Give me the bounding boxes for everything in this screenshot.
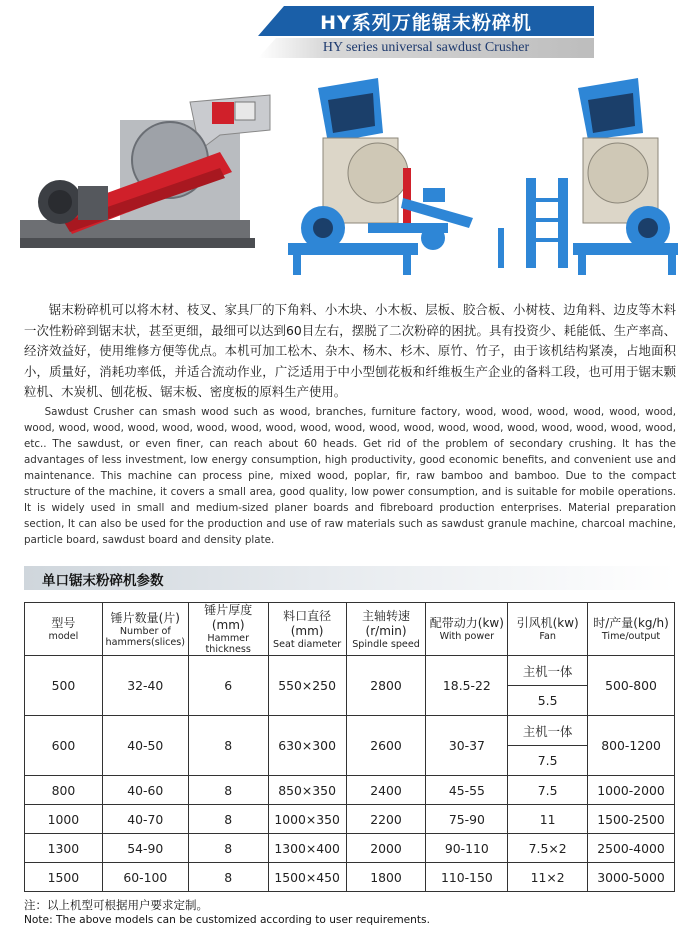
intro-chinese: 锯末粉碎机可以将木材、枝叉、家具厂的下角料、小木块、小木板、层板、胶合板、小树枝、边角料、边皮等木料一次性粉碎到锯末状，甚至更细，最细可以达到60目左右，摆脱了二次粉碎的困扰。具有投资少、耗能低、生产率高、经济效益好，使用维修方便等优点。本机可加工松木、杂木、杨木、杉木、原竹、竹子，由于该机结构紧凑，占地面积小，质量好，消耗功率低，并适合流动作业，广泛适用于中小型刨花板和纤维板生产企业的备料工段，也可用于锯末颗粒机、木炭机、刨花板、锯末板、密度板的原料生产使用。 [24,302,676,399]
table-row [25,776,675,805]
machine-photo-blue-1 [283,78,483,278]
machine-photo-blue-2 [478,78,683,278]
cell-output: 800-1200 [588,716,675,776]
cell-model: 1500 [25,863,103,892]
cell-thickness: 6 [188,656,268,716]
col-header-fan: 引风机(kw) Fan [508,603,588,656]
cell-fan: 5.5 [508,686,588,716]
page-subtitle: HY series universal sawdust Crusher [322,40,530,55]
table-row [25,716,675,746]
cell-hammers: 40-70 [102,805,188,834]
cell-diameter: 1000×350 [268,805,346,834]
params-table [24,602,675,892]
col-header-thickness: 锤片厚度(mm) Hammer thickness [188,603,268,656]
col-header-speed: 主轴转速(r/min) Spindle speed [346,603,426,656]
table-row [25,863,675,892]
cell-model: 500 [25,656,103,716]
note-english: Note: The above models can be customized according to user requirements. [24,914,430,926]
note-chinese: 注：以上机型可根据用户要求定制。 [24,898,208,912]
cell-fan: 7.5 [508,776,588,805]
cell-output: 500-800 [588,656,675,716]
cell-model: 1300 [25,834,103,863]
machine-photo-red [20,90,275,265]
intro-english: Sawdust Crusher can smash wood such as wood, branches, furniture factory, wood, wood, wood, wood, wood, wood, wood, wood, wood, wood, wood, wood, wood, wood, wood, wood, wood, wood, wood, wood, wood, wood, wood, wood, wood, etc.. The sawdust, or even finer, can reach about 60 heads. Get rid of the problem of secondary crushing. It has the advantages of less investment, low energy consumption, high productivity, good economic benefits, and convenient use and maintenance. This machine can process pine, mixed wood, poplar, fir, raw bamboo and bamboo. Due to the compact structure of the machine, it covers a small area, good quality, low power consumption, and is suitable for mobile operations. It is widely used in small and medium-sized planer boards and fibreboard production enterprises. Material preparation section, It can also be used for the production and use of raw materials such as sawdust granule machine, charcoal machine, particle board, sawdust board and density plate. [24,406,676,546]
table-row [25,805,675,834]
cell-speed: 1800 [346,863,426,892]
cell-model: 800 [25,776,103,805]
cell-thickness: 8 [188,834,268,863]
cell-diameter: 1300×400 [268,834,346,863]
subtitle-banner [258,38,594,58]
col-header-output: 时/产量(kg/h) Time/output [588,603,675,656]
cell-fan: 11×2 [508,863,588,892]
table-row [25,834,675,863]
cell-speed: 2600 [346,716,426,776]
cell-power: 45-55 [426,776,508,805]
cell-fan: 7.5×2 [508,834,588,863]
cell-thickness: 8 [188,863,268,892]
cell-power: 110-150 [426,863,508,892]
col-header-diameter: 料口直径(mm) Seat diameter [268,603,346,656]
cell-output: 2500-4000 [588,834,675,863]
cell-model: 600 [25,716,103,776]
cell-speed: 2400 [346,776,426,805]
cell-model: 1000 [25,805,103,834]
col-header-hammers: 锤片数量(片) Number of hammers(slices) [102,603,188,656]
cell-hammers: 40-50 [102,716,188,776]
cell-speed: 2200 [346,805,426,834]
cell-power: 75-90 [426,805,508,834]
cell-thickness: 8 [188,716,268,776]
cell-hammers: 54-90 [102,834,188,863]
title-banner [258,6,594,36]
cell-diameter: 1500×450 [268,863,346,892]
cell-speed: 2000 [346,834,426,863]
cell-hammers: 60-100 [102,863,188,892]
params-heading: 单口锯末粉碎机参数 [42,573,164,589]
cell-output: 3000-5000 [588,863,675,892]
col-header-power: 配带动力(kw) With power [426,603,508,656]
cell-power: 30-37 [426,716,508,776]
cell-power: 90-110 [426,834,508,863]
cell-output: 1000-2000 [588,776,675,805]
cell-diameter: 550×250 [268,656,346,716]
cell-hammers: 32-40 [102,656,188,716]
cell-speed: 2800 [346,656,426,716]
cell-fan-integrated: 主机一体 [508,656,588,686]
params-heading-bar [24,566,676,590]
cell-fan: 11 [508,805,588,834]
cell-power: 18.5-22 [426,656,508,716]
cell-fan: 7.5 [508,746,588,776]
cell-hammers: 40-60 [102,776,188,805]
table-header-row [25,603,675,656]
col-header-model: 型号 model [25,603,103,656]
cell-output: 1500-2500 [588,805,675,834]
cell-fan-integrated: 主机一体 [508,716,588,746]
cell-diameter: 630×300 [268,716,346,776]
page-title: HY系列万能锯末粉碎机 [320,12,532,34]
cell-diameter: 850×350 [268,776,346,805]
table-row [25,656,675,686]
cell-thickness: 8 [188,805,268,834]
cell-thickness: 8 [188,776,268,805]
